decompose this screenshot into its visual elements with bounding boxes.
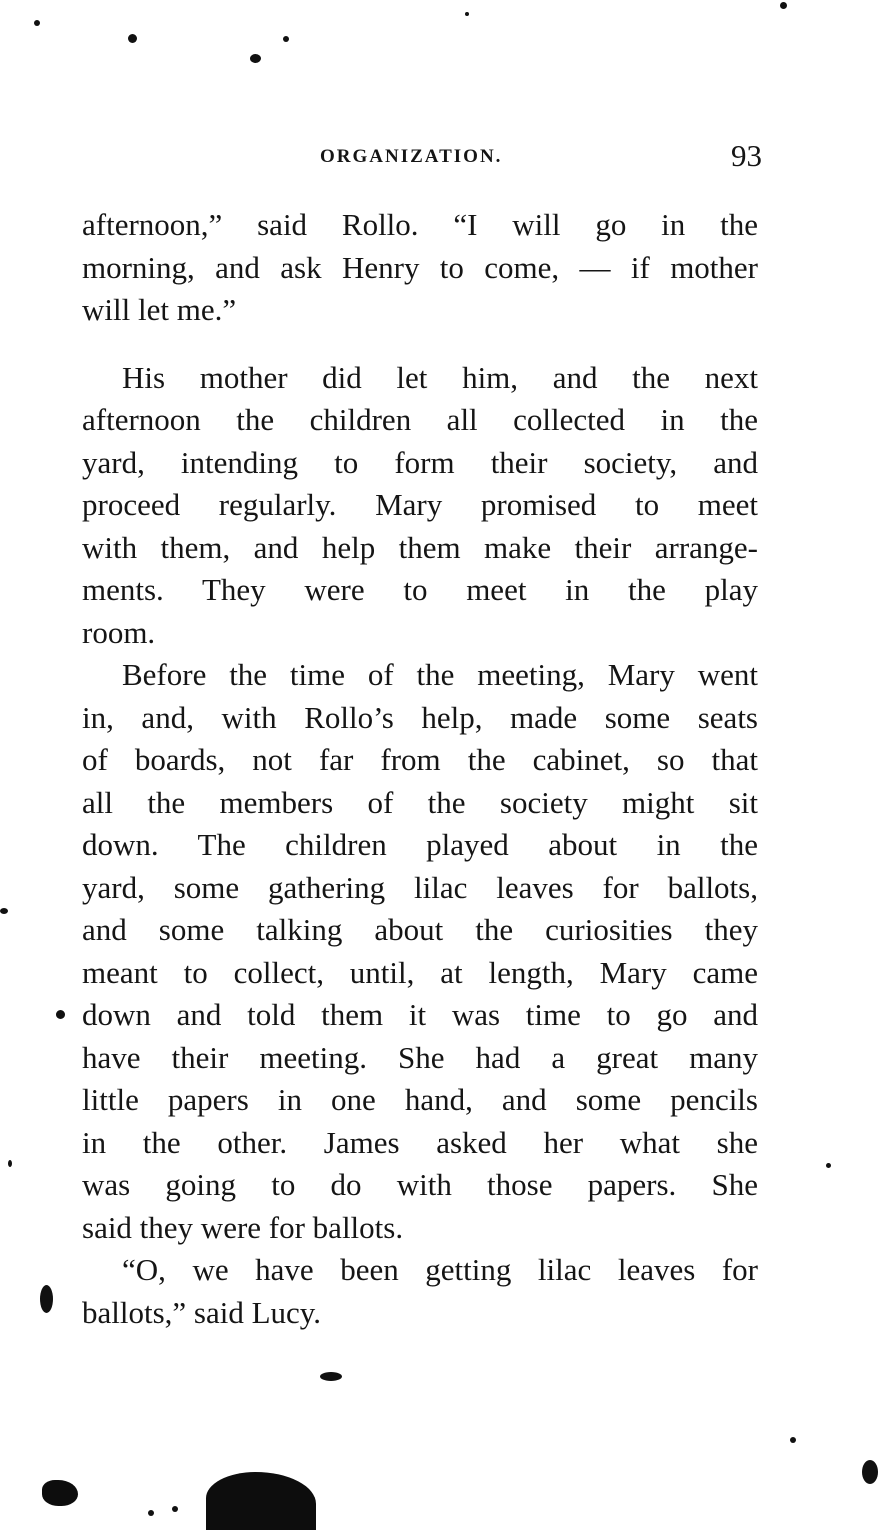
text-line: Before the time of the meeting, Mary went — [122, 657, 758, 692]
ink-speck — [283, 36, 289, 42]
text-line: room. — [82, 614, 156, 650]
body-text — [82, 204, 758, 1334]
text-line: little papers in one hand, and some pencils — [82, 1082, 758, 1117]
text-line: all the members of the society might sit — [82, 784, 758, 820]
ink-speck — [862, 1460, 878, 1484]
text-line: was going to do with those papers. She — [82, 1167, 758, 1202]
text-line: with them, and help them make their arrange- — [82, 529, 758, 565]
text-line: ments. They were to meet in the play — [82, 572, 758, 607]
paragraph — [82, 654, 758, 1249]
text-line: proceed regularly. Mary promised to meet — [82, 487, 758, 522]
text-line: will let me.” — [82, 292, 237, 327]
text-line: in, and, with Rollo’s help, made some seats — [82, 699, 758, 735]
ink-speck — [826, 1163, 831, 1168]
paragraph — [82, 1249, 758, 1334]
text-line: down and told them it was time to go and — [82, 997, 758, 1032]
text-line: “O, we have been getting lilac leaves for — [122, 1252, 758, 1287]
ink-blot — [42, 1480, 78, 1506]
text-line: and some talking about the curiosities they — [82, 912, 758, 947]
text-line: of boards, not far from the cabinet, so that — [82, 742, 758, 777]
text-line: down. The children played about in the — [82, 827, 758, 862]
page-header — [82, 138, 762, 178]
ink-speck — [780, 2, 787, 9]
paragraph — [82, 357, 758, 655]
ink-speck — [128, 34, 137, 43]
text-line: ballots,” said Lucy. — [82, 1294, 322, 1330]
paragraph — [82, 204, 758, 332]
ink-speck — [172, 1506, 178, 1512]
ink-speck — [8, 1160, 12, 1167]
text-line: afternoon the children all collected in the — [82, 402, 758, 437]
text-line: morning, and ask Henry to come, — if mother — [82, 249, 758, 285]
text-line: meant to collect, until, at length, Mary came — [82, 954, 758, 990]
text-line: have their meeting. She had a great many — [82, 1039, 758, 1075]
text-line: yard, intending to form their society, and — [82, 444, 758, 480]
ink-speck — [40, 1285, 53, 1313]
ink-speck — [320, 1372, 342, 1381]
text-line: His mother did let him, and the next — [122, 359, 758, 395]
text-line: afternoon,” said Rollo. “I will go in the — [82, 207, 758, 242]
ink-speck — [148, 1510, 154, 1516]
ink-speck — [250, 54, 261, 63]
ink-speck — [56, 1010, 65, 1019]
running-title: ORGANIZATION. — [320, 146, 503, 167]
ink-speck — [0, 908, 8, 914]
page-number: 93 — [731, 138, 762, 173]
ink-speck — [34, 20, 40, 26]
ink-blot — [206, 1472, 316, 1530]
ink-speck — [465, 12, 469, 16]
text-line: in the other. James asked her what she — [82, 1124, 758, 1160]
text-line: yard, some gathering lilac leaves for ballots, — [82, 869, 758, 905]
ink-speck — [790, 1437, 796, 1443]
text-line: said they were for ballots. — [82, 1209, 404, 1245]
